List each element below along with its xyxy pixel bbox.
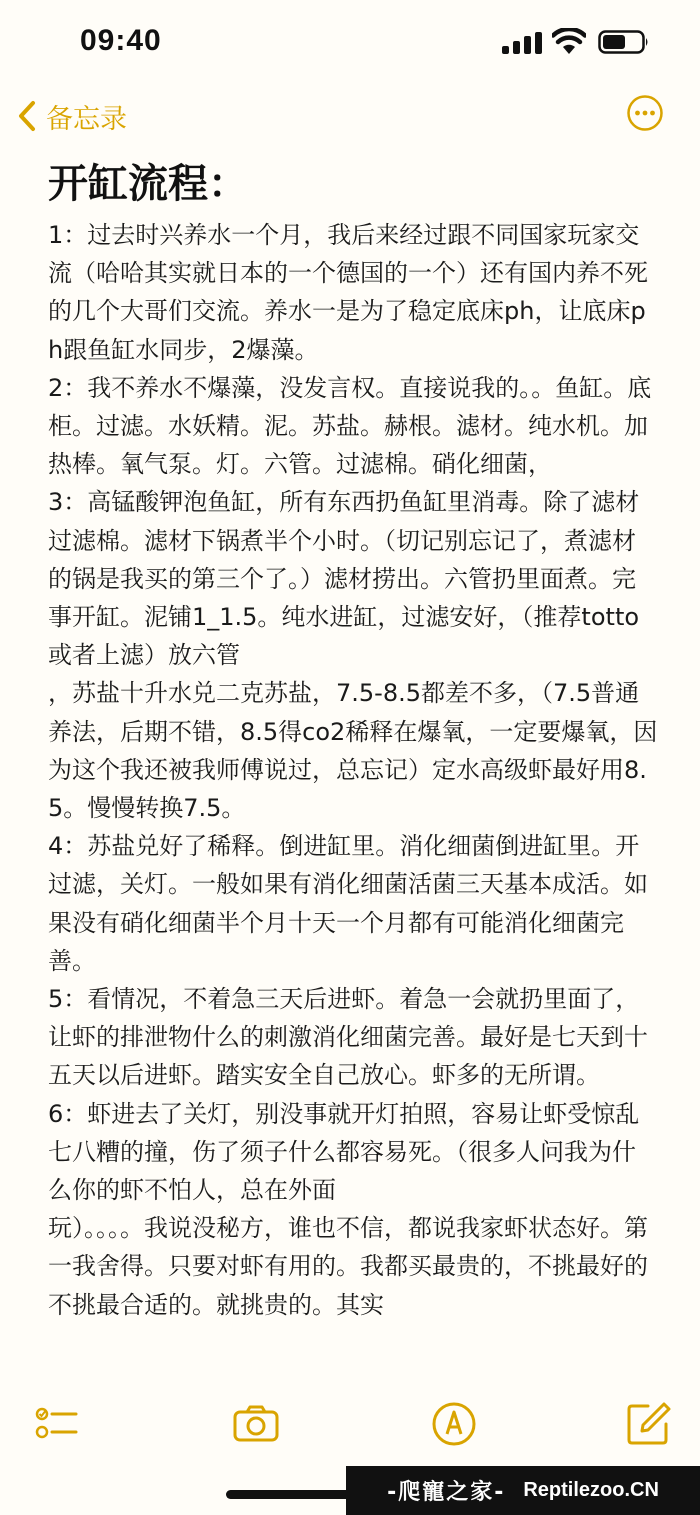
markup-pen-icon[interactable] [430,1400,478,1448]
checklist-icon[interactable] [32,1400,80,1448]
watermark [346,1466,700,1515]
note-paragraph: 4：苏盐兑好了稀释。倒进缸里。消化细菌倒进缸里。开过滤，关灯。一般如果有消化细菌活菌三天基本成活。如果没有硝化细菌半个月十天一个月都有可能消化细菌完善。 [48,832,648,975]
watermark-en: Reptilezoo.CN [523,1479,659,1501]
wifi-icon [552,28,586,54]
note-paragraph: 1：过去时兴养水一个月，我后来经过跟不同国家玩家交流（哈哈其实就日本的一个德国的一个）还有国内养不死的几个大哥们交流。养水一是为了稳定底床ph，让底床ph跟鱼缸水同步，2爆藻。 [48,221,648,364]
signal-icon [502,32,542,54]
note-paragraph: ，苏盐十升水兑二克苏盐，7.5-8.5都差不多，（7.5普通养法，后期不错，8.5得co2稀释在爆氧，一定要爆氧，因为这个我还被我师傅说过，总忘记）定水高级虾最好用8.5。慢慢转换7.5。 [48,679,658,823]
note-paragraph: 6：虾进去了关灯，别没事就开灯拍照，容易让虾受惊乱七八糟的撞，伤了须子什么都容易死。（很多人问我为什么你的虾不怕人，总在外面 [48,1099,640,1205]
bottom-toolbar [0,1396,700,1456]
status-bar [0,0,700,80]
compose-icon[interactable] [624,1400,672,1448]
nav-bar [0,88,700,142]
back-button[interactable] [18,94,127,138]
battery-icon [598,30,650,54]
note-paragraph: 2：我不养水不爆藻，没发言权。直接说我的。。鱼缸。底柜。过滤。水妖精。泥。苏盐。赫根。滤材。纯水机。加热棒。氧气泵。灯。六管。过滤棉。硝化细菌， [48,373,652,479]
more-button[interactable] [626,94,664,132]
note-paragraph: 3：高锰酸钾泡鱼缸，所有东西扔鱼缸里消毒。除了滤材过滤棉。滤材下锅煮半个小时。（切记别忘记了，煮滤材的锅是我买的第三个了。）滤材捞出。六管扔里面煮。完事开缸。泥铺1_1.5。纯水进缸，过滤安好，（推荐totto或者上滤）放六管 [48,488,640,670]
back-label: 备忘录 [46,103,127,135]
note-title[interactable]: 开缸流程： [48,161,248,207]
note-paragraph: 玩）。。。。我说没秘方，谁也不信，都说我家虾状态好。第一我舍得。只要对虾有用的。我都买最贵的，不挑最好的不挑最合适的。就挑贵的。其实 [48,1214,648,1319]
watermark-cn: -爬寵之家- [387,1480,506,1505]
note-paragraph: 5：看情况，不着急三天后进虾。着急一会就扔里面了，让虾的排泄物什么的刺激消化细菌完善。最好是七天到十五天以后进虾。踏实安全自己放心。虾多的无所谓。 [48,985,648,1090]
note-body[interactable] [48,216,658,1386]
camera-icon[interactable] [232,1400,280,1448]
chevron-left-icon [18,100,36,132]
status-time: 09:40 [80,24,162,57]
